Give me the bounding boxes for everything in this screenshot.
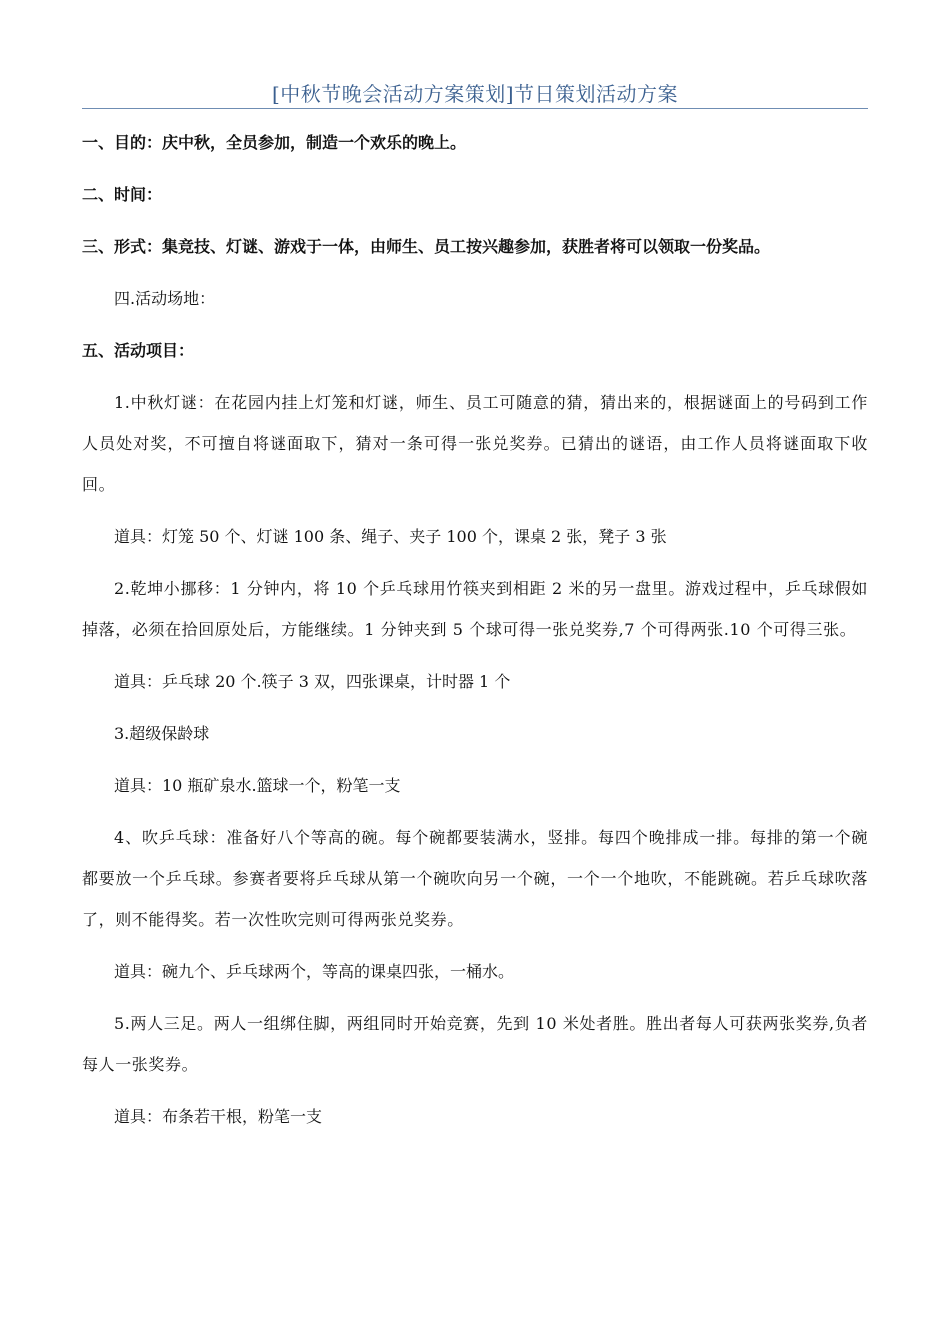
activity-chopstick-transfer: 2.乾坤小挪移：1 分钟内，将 10 个乒乓球用竹筷夹到相距 2 米的另一盘里。游戏过程中，乒乓球假如掉落，必须在拾回原处后，方能继续。1 分钟夹到 5 个球可得一张兑奖券,7 个可得两张.10 个可得三张。 bbox=[82, 579, 868, 639]
section-time: 二、时间： bbox=[82, 185, 163, 204]
section-format: 三、形式：集竞技、灯谜、游戏于一体，由师生、员工按兴趣参加，获胜者将可以领取一份奖品。 bbox=[82, 237, 771, 256]
props-bowling: 道具：10 瓶矿泉水.篮球一个，粉笔一支 bbox=[114, 776, 401, 795]
page-header-title: [中秋节晚会活动方案策划]节日策划活动方案 bbox=[271, 82, 679, 106]
props-chopstick-transfer: 道具：乒乓球 20 个.筷子 3 双，四张课桌，计时器 1 个 bbox=[114, 672, 511, 691]
props-blow-pingpong: 道具：碗九个、乒乓球两个，等高的课桌四张，一桶水。 bbox=[114, 962, 515, 981]
activity-blow-pingpong: 4、吹乒乓球：准备好八个等高的碗。每个碗都要装满水，竖排。每四个晚排成一排。每排的第一个碗都要放一个乒乓球。参赛者要将乒乓球从第一个碗吹向另一个碗，一个一个地吹，不能跳碗。若乒乓球吹落了，则不能得奖。若一次性吹完则可得两张兑奖券。 bbox=[82, 828, 868, 929]
activity-lantern-riddles: 1.中秋灯谜：在花园内挂上灯笼和灯谜，师生、员工可随意的猜，猜出来的，根据谜面上的号码到工作人员处对奖，不可擅自将谜面取下，猜对一条可得一张兑奖券。已猜出的谜语，由工作人员将谜面取下收回。 bbox=[82, 393, 868, 494]
header-divider bbox=[82, 108, 868, 109]
props-lantern-riddles: 道具：灯笼 50 个、灯谜 100 条、绳子、夹子 100 个，课桌 2 张，凳子 3 张 bbox=[114, 527, 667, 546]
activity-three-legged-race: 5.两人三足。两人一组绑住脚，两组同时开始竞赛，先到 10 米处者胜。胜出者每人可获两张奖券,负者每人一张奖券。 bbox=[82, 1014, 868, 1074]
section-venue: 四.活动场地： bbox=[114, 289, 216, 308]
section-purpose: 一、目的：庆中秋，全员参加，制造一个欢乐的晚上。 bbox=[82, 133, 467, 152]
document-body bbox=[82, 122, 868, 1148]
activity-bowling: 3.超级保龄球 bbox=[114, 724, 210, 743]
section-activities: 五、活动项目： bbox=[82, 341, 195, 360]
props-three-legged-race: 道具：布条若干根，粉笔一支 bbox=[114, 1107, 323, 1126]
